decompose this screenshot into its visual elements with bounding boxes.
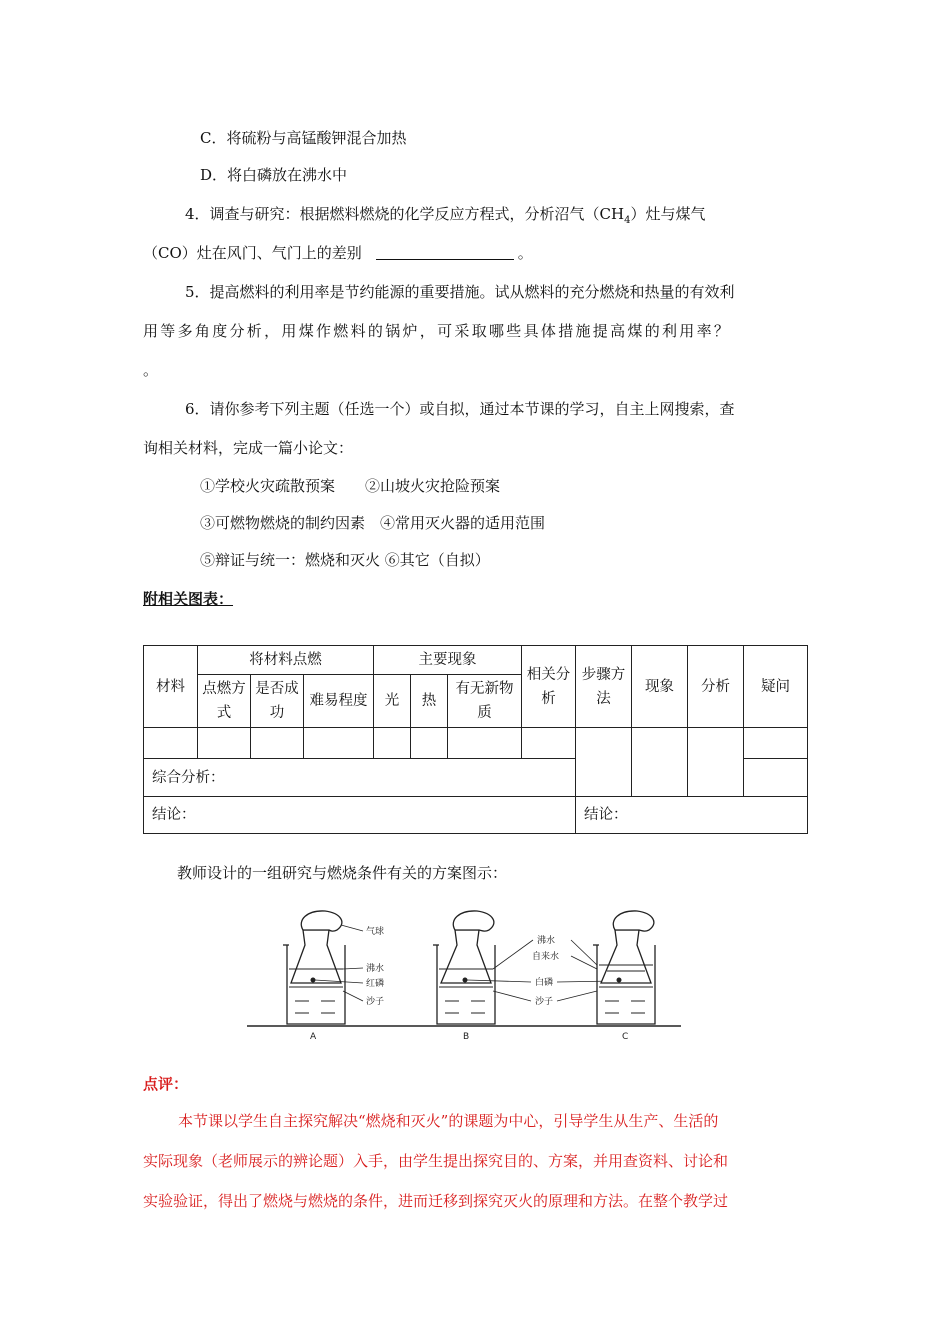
apparatus-figure (245, 905, 685, 1045)
flask-c (601, 930, 651, 983)
balloon-b (453, 911, 494, 931)
option-d: D．将白磷放在沸水中 (200, 166, 348, 184)
balloon-c (613, 911, 654, 931)
review-line-2: 实际现象（老师展示的辨论题）入手，由学生提出探究目的、方案，并用查资料、讨论和 (143, 1152, 729, 1170)
label-white-phosphorus: 白磷 (535, 978, 554, 988)
red-phosphorus-dot (311, 978, 316, 983)
topic-line-2: ③可燃物燃烧的制约因素 ④常用灭火器的适用范围 (200, 514, 546, 532)
cell-empty[interactable] (576, 728, 632, 797)
header-related-analysis: 相关分析 (522, 646, 576, 728)
cell-empty[interactable] (374, 728, 411, 759)
question-6-line-2: 询相关材料，完成一篇小论文： (143, 439, 354, 457)
answer-blank[interactable] (376, 245, 514, 260)
cell-empty[interactable] (448, 728, 522, 759)
header-light: 光 (374, 675, 411, 728)
q4-period: 。 (517, 244, 533, 262)
figure-caption: 教师设计的一组研究与燃烧条件有关的方案图示： (177, 864, 508, 882)
experiment-table (143, 645, 808, 834)
label-a: A (310, 1032, 317, 1042)
topic-line-3: ⑤辩证与统一：燃烧和灭火 ⑥其它（自拟） (200, 551, 490, 569)
review-line-1: 本节课以学生自主探究解决“燃烧和灭火”的课题为中心，引导学生从生产、生活的 (178, 1112, 719, 1130)
cell-empty[interactable] (688, 728, 744, 797)
cell-empty[interactable] (744, 759, 808, 797)
header-ignite: 将材料点燃 (198, 646, 374, 675)
label-c: C (622, 1032, 629, 1042)
header-ignite-way: 点燃方式 (198, 675, 251, 728)
balloon-a (301, 911, 342, 931)
summary-cell[interactable]: 综合分析： (144, 759, 576, 797)
cell-empty[interactable] (304, 728, 374, 759)
header-material: 材料 (144, 646, 198, 728)
header-question: 疑问 (744, 646, 808, 728)
review-title: 点评： (143, 1075, 189, 1093)
label-tap-water: 自来水 (532, 952, 560, 962)
topic-line-1: ①学校火灾疏散预案 ②山坡火灾抢险预案 (200, 477, 501, 495)
cell-empty[interactable] (522, 728, 576, 759)
header-phenomenon: 现象 (632, 646, 688, 728)
question-5-line-2: 用等多角度分析，用煤作燃料的锅炉，可采取哪些具体措施提高煤的利用率？ (143, 322, 732, 340)
apparatus-b (433, 911, 495, 1042)
q4-text-b: ）灶与煤气 (630, 205, 706, 223)
header-analysis: 分析 (688, 646, 744, 728)
center-labels (467, 934, 615, 1007)
apparatus-c (593, 911, 655, 1042)
review-line-3: 实验验证，得出了燃烧与燃烧的条件，进而迁移到探究灭火的原理和方法。在整个教学过 (143, 1192, 729, 1210)
q4-subscript: 4 (624, 215, 631, 226)
label-sand-b: 沙子 (535, 997, 554, 1007)
label-red-phosphorus: 红磷 (366, 979, 385, 989)
white-phosphorus-dot-c (617, 978, 622, 983)
appendix-title: 附相关图表： (143, 590, 234, 608)
conclusion-right-cell[interactable]: 结论： (576, 797, 808, 834)
flask-a (291, 930, 341, 983)
cell-empty[interactable] (411, 728, 448, 759)
question-4-line-2 (143, 242, 533, 263)
header-heat: 热 (411, 675, 448, 728)
label-sand-a: 沙子 (366, 997, 385, 1007)
label-b: B (463, 1032, 470, 1042)
question-5-line-1: 5．提高燃料的利用率是节约能源的重要措施。试从燃料的充分燃烧和热量的有效利 (185, 283, 735, 301)
q4-text-a: 4．调查与研究：根据燃料燃烧的化学反应方程式，分析沼气（CH (185, 205, 625, 223)
conclusion-left-cell[interactable]: 结论： (144, 797, 576, 834)
header-steps: 步骤方法 (576, 646, 632, 728)
cell-empty[interactable] (144, 728, 198, 759)
cell-empty[interactable] (198, 728, 251, 759)
header-phenomena: 主要现象 (374, 646, 522, 675)
header-new-substance: 有无新物质 (448, 675, 522, 728)
label-boiling-water-b: 沸水 (537, 936, 556, 946)
label-boiling-water-a: 沸水 (366, 964, 385, 974)
white-phosphorus-dot-b (463, 978, 468, 983)
cell-empty[interactable] (632, 728, 688, 797)
cell-empty[interactable] (251, 728, 304, 759)
question-5-line-3: 。 (143, 361, 159, 379)
header-difficulty: 难易程度 (304, 675, 374, 728)
header-success: 是否成功 (251, 675, 304, 728)
label-balloon: 气球 (366, 927, 385, 937)
cell-empty[interactable] (744, 728, 808, 759)
option-c: C．将硫粉与高锰酸钾混合加热 (200, 129, 407, 147)
flask-b (441, 930, 491, 983)
question-4-line-1 (185, 203, 706, 226)
q4-text-c: （CO）灶在风门、气门上的差别 (143, 244, 362, 262)
question-6-line-1: 6．请你参考下列主题（任选一个）或自拟，通过本节课的学习，自主上网搜索，查 (185, 400, 735, 418)
apparatus-a (283, 911, 384, 1042)
